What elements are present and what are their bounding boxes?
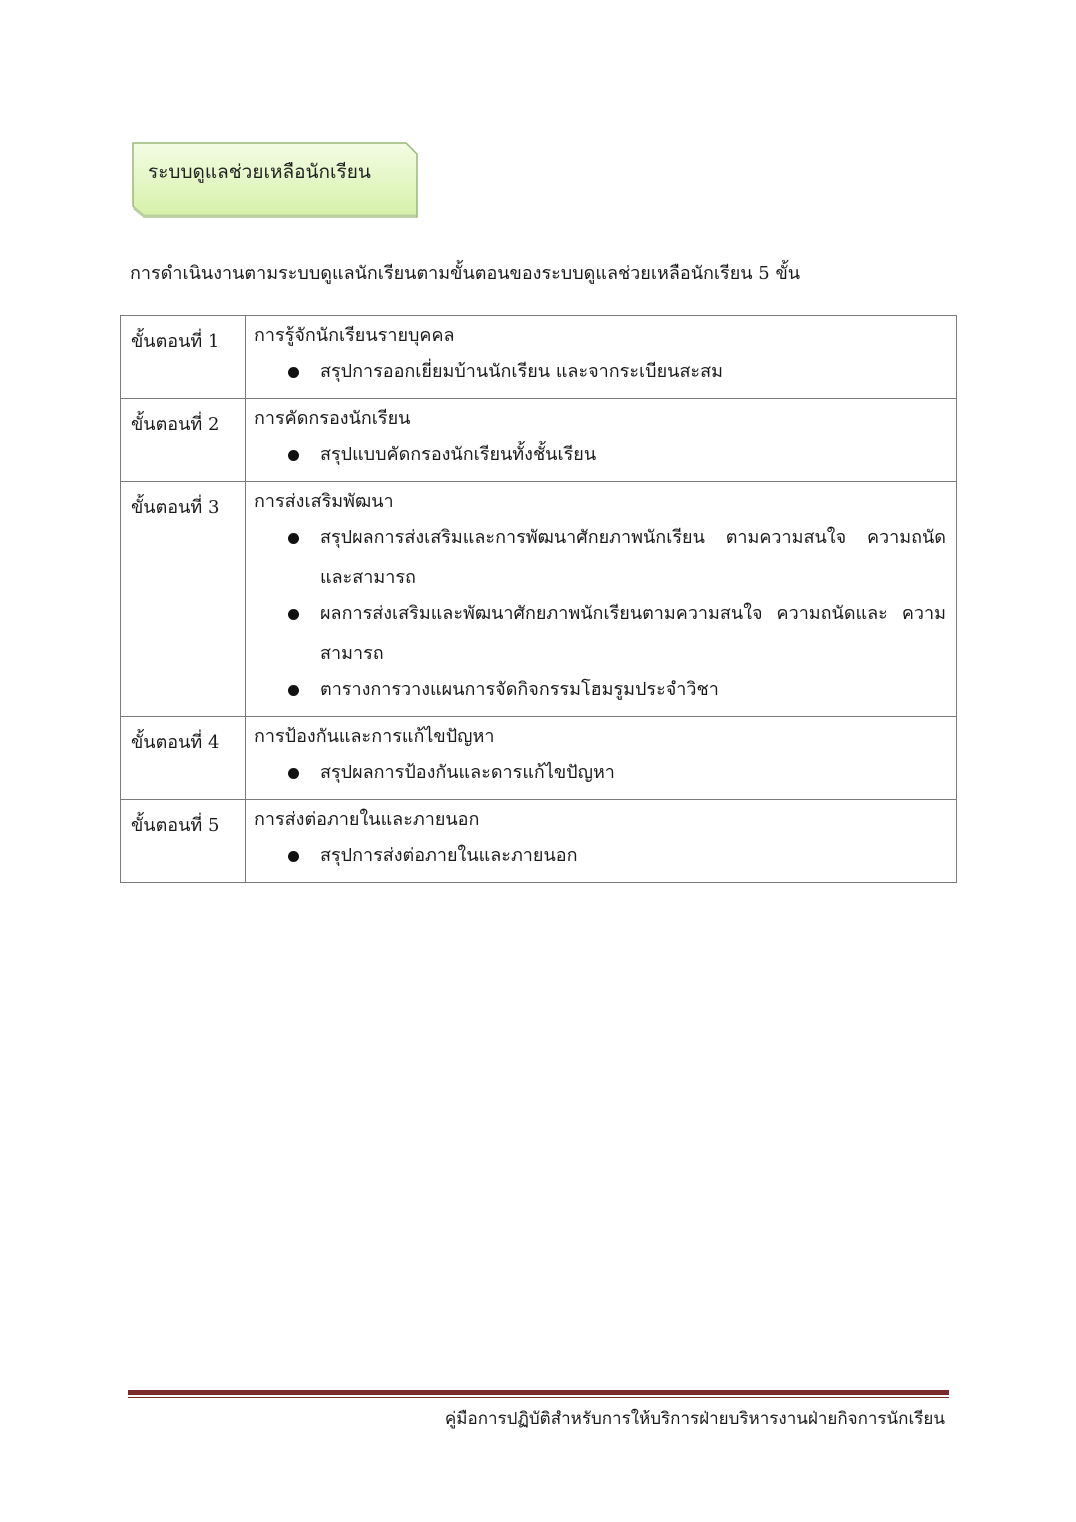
- section-title: ระบบดูแลช่วยเหลือนักเรียน: [148, 161, 371, 183]
- list-item-text: สรุปผลการป้องกันและดารแก้ไขปัญหา: [320, 762, 615, 783]
- bullet-icon: [288, 450, 299, 461]
- steps-table: [120, 315, 957, 883]
- step-title: การรู้จักนักเรียนรายบุคคล: [254, 325, 455, 346]
- step-label: ขั้นตอนที่ 3: [121, 482, 246, 717]
- footer-text: คู่มือการปฏิบัติสำหรับการให้บริการฝ่ายบริหารงานฝ่ายกิจการนักเรียน: [444, 1409, 945, 1429]
- bullet-icon: [288, 851, 299, 862]
- bullet-icon: [288, 609, 299, 620]
- step-content: [246, 399, 957, 482]
- footer-rule-thin: [128, 1397, 949, 1398]
- step-label: ขั้นตอนที่ 2: [121, 399, 246, 482]
- step-bullets: [254, 836, 946, 876]
- step-title: การส่งต่อภายในและภายนอก: [254, 809, 480, 830]
- step-title: การคัดกรองนักเรียน: [254, 408, 411, 429]
- step-bullets: [254, 352, 946, 392]
- list-item-text: ผลการส่งเสริมและพัฒนาศักยภาพนักเรียนตามความสนใจ ความถนัดและ ความสามารถ: [320, 603, 946, 664]
- table-row: [121, 717, 957, 800]
- list-item-text: สรุปแบบคัดกรองนักเรียนทั้งชั้นเรียน: [320, 444, 597, 465]
- footer-rule-thick: [128, 1390, 949, 1395]
- step-label: ขั้นตอนที่ 5: [121, 800, 246, 883]
- bullet-icon: [288, 367, 299, 378]
- list-item: [254, 435, 946, 475]
- table-row: [121, 482, 957, 717]
- step-label: ขั้นตอนที่ 4: [121, 717, 246, 800]
- step-title: การป้องกันและการแก้ไขปัญหา: [254, 726, 495, 747]
- step-content: [246, 717, 957, 800]
- list-item: [254, 352, 946, 392]
- list-item-text: สรุปผลการส่งเสริมและการพัฒนาศักยภาพนักเรียน ตามความสนใจ ความถนัด และสามารถ: [320, 527, 946, 588]
- step-content: [246, 800, 957, 883]
- list-item-text: ตารางการวางแผนการจัดกิจกรรมโฮมรูมประจำวิชา: [320, 679, 719, 700]
- list-item: [254, 753, 946, 793]
- list-item: [254, 670, 946, 710]
- list-item-text: สรุปการส่งต่อภายในและภายนอก: [320, 845, 578, 866]
- bullet-icon: [288, 685, 299, 696]
- step-bullets: [254, 753, 946, 793]
- step-content: [246, 482, 957, 717]
- table-row: [121, 800, 957, 883]
- table-row: [121, 316, 957, 399]
- list-item: [254, 594, 946, 674]
- bullet-icon: [288, 768, 299, 779]
- step-bullets: [254, 518, 946, 710]
- table-row: [121, 399, 957, 482]
- step-bullets: [254, 435, 946, 475]
- list-item-text: สรุปการออกเยี่ยมบ้านนักเรียน และจากระเบียนสะสม: [320, 361, 723, 382]
- list-item: [254, 518, 946, 598]
- step-content: [246, 316, 957, 399]
- bullet-icon: [288, 533, 299, 544]
- intro-paragraph: การดำเนินงานตามระบบดูแลนักเรียนตามขั้นตอนของระบบดูแลช่วยเหลือนักเรียน 5 ขั้น: [130, 263, 801, 284]
- section-title-box: [132, 142, 418, 218]
- list-item: [254, 836, 946, 876]
- step-label: ขั้นตอนที่ 1: [121, 316, 246, 399]
- step-title: การส่งเสริมพัฒนา: [254, 491, 394, 512]
